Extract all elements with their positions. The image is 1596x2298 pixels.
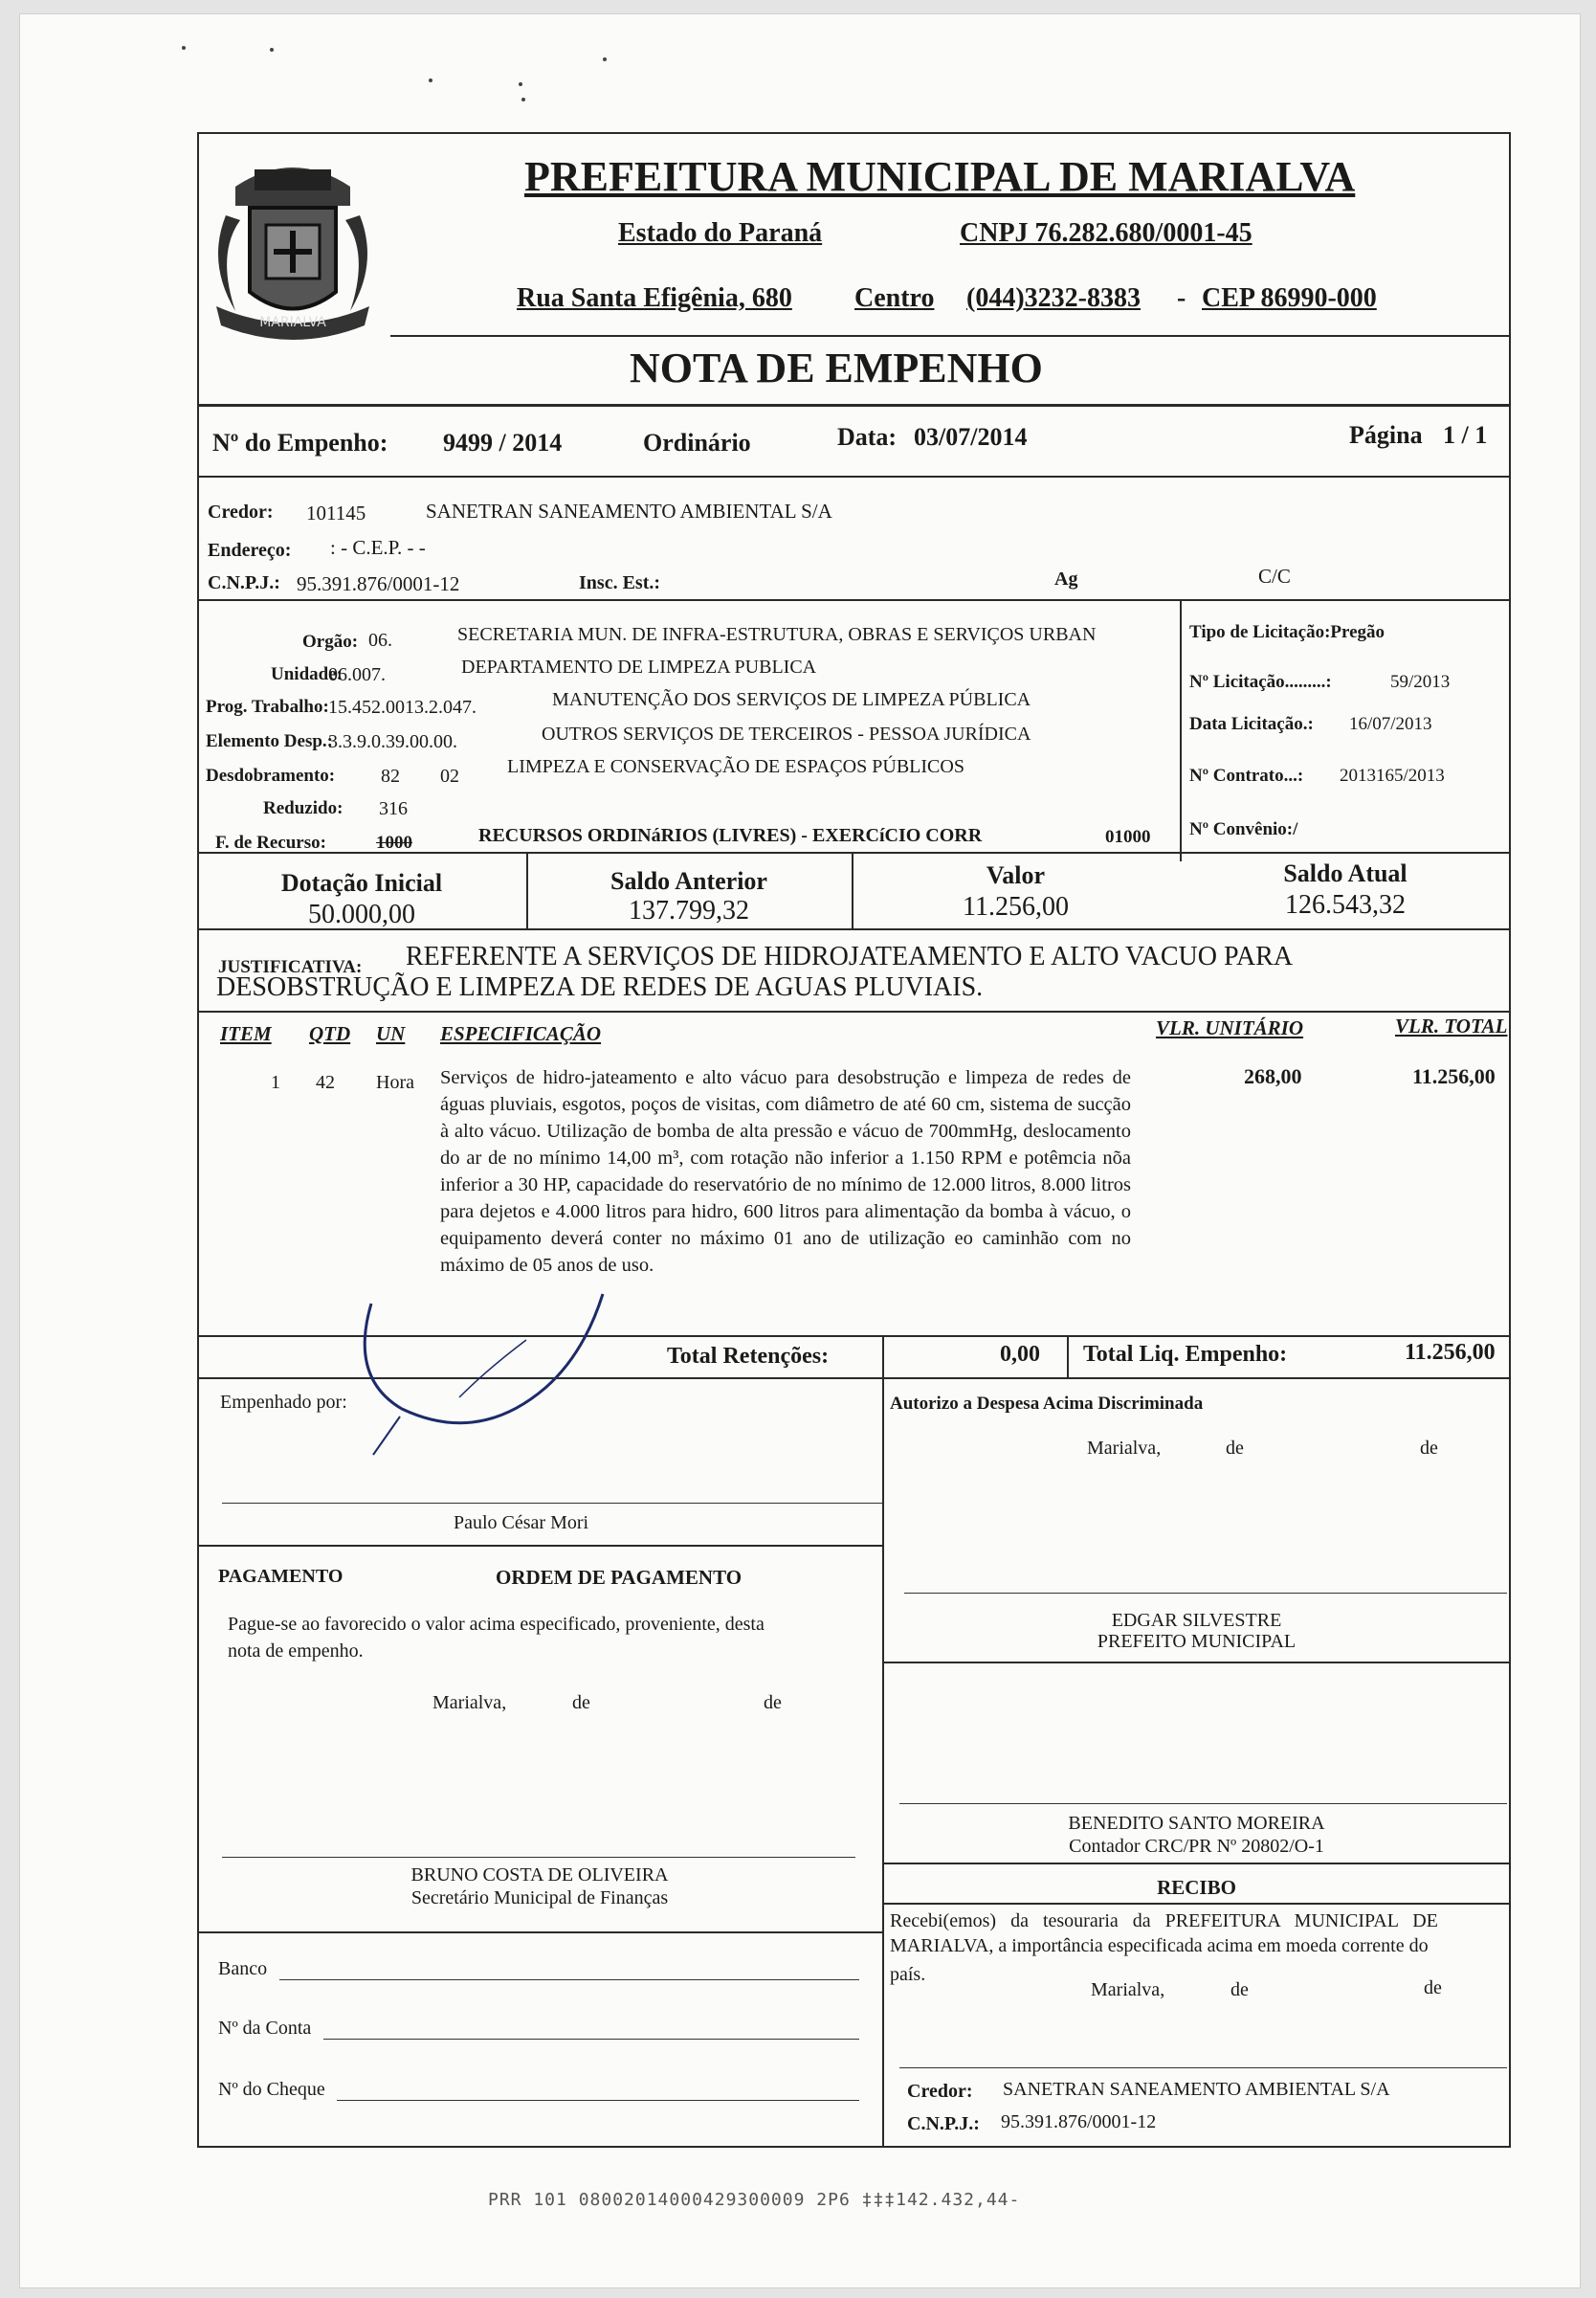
empenho-date: 03/07/2014 [914,423,1028,451]
scan-speck [519,82,522,86]
saldo-anterior-label: Saldo Anterior [610,867,767,895]
scan-speck [270,48,274,52]
de-5: de [1230,1979,1249,2000]
empenho-number-label: Nº do Empenho: [212,429,388,457]
numero-licitacao: 59/2013 [1390,672,1451,692]
document-title: NOTA DE EMPENHO [630,345,1043,391]
recurso-code: 1000 [376,833,412,853]
unidade-code: 06.007. [328,664,386,685]
recurso-name: RECURSOS ORDINáRIOS (LIVRES) - EXERCíCIO CORR [478,825,983,846]
col-qtd: QTD [309,1022,351,1045]
banco-line [279,1979,859,1980]
item-number: 1 [271,1072,280,1093]
recibo-title: RECIBO [1157,1876,1236,1899]
desdobramento-code1: 82 [381,766,400,787]
col-especificacao: ESPECIFICAÇÃO [440,1022,602,1045]
empenho-type: Ordinário [643,429,751,457]
credor-code: 101145 [306,502,366,524]
desdobramento-code2: 02 [440,766,459,787]
item-vlr-total: 11.256,00 [1412,1064,1496,1088]
pague-line-1: Pague-se ao favorecido o valor acima especificado, proveniente, desta [228,1614,765,1635]
contrato-label: Nº Contrato...: [1189,766,1304,786]
signature-line [904,1593,1507,1594]
divider [197,476,1511,478]
prog-trabalho-code: 15.452.0013.2.047. [328,697,477,718]
divider [197,852,1511,854]
page-title: PREFEITURA MUNICIPAL DE MARIALVA [524,153,1356,200]
divider [197,1931,882,1933]
cheque-line [337,2100,859,2101]
cheque-label: Nº do Cheque [218,2079,325,2100]
prog-trabalho-label: Prog. Trabalho: [206,697,329,717]
de-6: de [1424,1977,1442,1998]
city-district: Centro [854,283,935,313]
contador-role: Contador CRC/PR Nº 20802/O-1 [1069,1836,1324,1857]
orgao-name: SECRETARIA MUN. DE INFRA-ESTRUTURA, OBRAS E SERVIÇOS URBAN [457,624,1097,645]
separator-dash: - [1177,283,1186,313]
credor-label: Credor: [208,502,274,523]
dotacao-value: 50.000,00 [308,900,415,929]
ordem-pagamento-label: ORDEM DE PAGAMENTO [496,1566,743,1589]
endereco-label: Endereço: [208,540,292,561]
agencia-label: Ag [1054,569,1078,590]
scan-speck [182,46,186,50]
empenho-date-label: Data: [837,423,898,451]
item-especificacao: Serviços de hidro-jateamento e alto vácuo para desobstrução e limpeza de redes de águas pluviais, esgotos, poços de visitas, com diâmetro de até 60 cm, sistema de sucção à alto vácuo. Utilização de bomba de alta pressão e vácuo de 700mmHg, deslocamento do ar de no mínimo 14,00 m³, com rotação não inferior a 1.150 RPM e potêmcia nõa inferior a 30 HP, capacidade do reservatório de no mínimo de 12.000 litros, 8.000 litros para dejetos e 4.000 litros para hidro, 600 litros para alimentação da bomba à vácuo, o equipamento deverá conter no máximo 01 ano de utilização eo caminhão com no máximo de 05 anos de uso. [440,1067,1131,1276]
de-3: de [572,1692,590,1713]
item-un: Hora [376,1072,414,1093]
divider [390,335,1511,337]
data-licitacao-label: Data Licitação.: [1189,714,1314,734]
conta-line [323,2039,859,2040]
elemento-code: 3.3.9.0.39.00.00. [328,731,457,752]
prefeito-name: EDGAR SILVESTRE [1111,1610,1282,1631]
city-phone: (044)3232-8383 [966,283,1141,313]
divider [197,1011,1511,1013]
signature-line [222,1857,855,1858]
signature-line [899,1803,1507,1804]
endereco-value: : - C.E.P. - - [330,536,426,559]
divider [197,599,1511,601]
divider [1180,599,1182,861]
pague-line-2: nota de empenho. [228,1640,364,1662]
conta-corrente-label: C/C [1258,565,1291,588]
item-vlr-unitario: 268,00 [1244,1064,1302,1088]
divider [882,1903,1511,1905]
tipo-licitacao: Tipo de Licitação:Pregão [1189,622,1385,642]
convenio-label: Nº Convênio:/ [1189,819,1298,839]
numero-licitacao-label: Nº Licitação.........: [1189,672,1332,692]
insc-est-label: Insc. Est.: [579,572,661,593]
total-retencoes-value: 0,00 [1000,1342,1040,1367]
city-cep: CEP 86990-000 [1202,283,1377,313]
divider [882,1662,1511,1663]
reduzido-label: Reduzido: [263,798,344,818]
prog-trabalho-name: MANUTENÇÃO DOS SERVIÇOS DE LIMPEZA PÚBLICA [552,689,1031,710]
credor-name: SANETRAN SANEAMENTO AMBIENTAL S/A [426,500,832,523]
pagamento-label: PAGAMENTO [218,1566,344,1587]
secretario-role: Secretário Municipal de Finanças [410,1887,669,1908]
signature-line [899,2067,1507,2068]
de-2: de [1420,1438,1438,1459]
dotacao-label: Dotação Inicial [280,869,443,897]
elemento-name: OUTROS SERVIÇOS DE TERCEIROS - PESSOA JURÍDICA [542,724,1031,745]
divider [882,1335,884,1377]
conta-label: Nº da Conta [218,2018,312,2039]
orgao-code: 06. [368,630,392,651]
credor-cnpj-label: C.N.P.J.: [208,572,280,593]
col-item: ITEM [220,1022,272,1045]
valor-value: 11.256,00 [963,892,1069,922]
desdobramento-name: LIMPEZA E CONSERVAÇÃO DE ESPAÇOS PÚBLICOS [507,756,964,777]
page-number: 1 / 1 [1443,421,1488,449]
divider [882,1863,1511,1864]
unidade-name: DEPARTAMENTO DE LIMPEZA PUBLICA [461,657,817,678]
coat-of-arms-icon [197,148,388,349]
item-qtd: 42 [316,1072,335,1093]
state-name: Estado do Paraná [618,218,823,248]
col-vlr-total: VLR. TOTAL [1395,1015,1508,1037]
recibo-line-1: Recebi(emos) da tesouraria da PREFEITURA MUNICIPAL DE [890,1910,1438,1931]
city-address: Rua Santa Efigênia, 680 [517,283,792,313]
contador-name: BENEDITO SANTO MOREIRA [1068,1813,1325,1834]
marialva-date-1: Marialva, [1087,1438,1162,1459]
autorizo-label: Autorizo a Despesa Acima Discriminada [890,1394,1204,1414]
marialva-date-2: Marialva, [432,1692,507,1713]
total-liquido-value: 11.256,00 [1405,1340,1496,1365]
saldo-atual-value: 126.543,32 [1285,890,1406,920]
machine-code: PRR 101 08002014000429300009 2P6 ‡‡‡142.432,44- [488,2190,1021,2210]
page-label: Página [1349,421,1423,449]
empenho-number: 9499 / 2014 [443,429,563,457]
city-cnpj: CNPJ 76.282.680/0001-45 [960,218,1252,248]
prefeito-role: PREFEITO MUNICIPAL [1097,1631,1297,1652]
scan-speck [603,57,607,61]
credor-bottom-label: Credor: [907,2081,973,2102]
credor-bottom-name: SANETRAN SANEAMENTO AMBIENTAL S/A [1003,2079,1390,2100]
scan-speck [429,78,432,82]
empenhado-por-label: Empenhado por: [220,1392,347,1413]
divider [197,928,1511,930]
divider [197,404,1511,407]
justificativa-label: JUSTIFICATIVA: [218,957,363,977]
secretario-name: BRUNO COSTA DE OLIVEIRA [410,1864,669,1885]
svg-text:MARIALVA: MARIALVA [259,315,326,330]
col-vlr-unitario: VLR. UNITÁRIO [1156,1016,1304,1039]
desdobramento-label: Desdobramento: [206,766,336,786]
total-retencoes-label: Total Retenções: [667,1344,830,1369]
signature-line [222,1503,882,1504]
de-4: de [764,1692,782,1713]
data-licitacao: 16/07/2013 [1349,714,1432,734]
valor-label: Valor [986,861,1046,889]
elemento-label: Elemento Desp.: [206,731,333,751]
justificativa-line2: DESOBSTRUÇÃO E LIMPEZA DE REDES DE AGUAS PLUVIAIS. [216,972,984,1002]
unidade-label: Unidade: [271,664,343,684]
recurso-number: 01000 [1105,827,1151,847]
de-1: de [1226,1438,1244,1459]
saldo-atual-label: Saldo Atual [1283,859,1408,887]
saldo-anterior-value: 137.799,32 [629,896,749,926]
recibo-line-3: país. [890,1964,926,1985]
justificativa-line1: REFERENTE A SERVIÇOS DE HIDROJATEAMENTO E ALTO VACUO PARA [406,942,1294,971]
total-liquido-label: Total Liq. Empenho: [1083,1342,1288,1367]
divider [882,1377,884,2148]
col-un: UN [376,1022,406,1045]
marialva-date-3: Marialva, [1091,1979,1165,2000]
scan-speck [521,98,525,101]
divider [1067,1335,1069,1377]
reduzido-value: 316 [379,798,408,819]
contrato-value: 2013165/2013 [1340,766,1445,786]
divider [197,1545,882,1547]
orgao-label: Orgão: [302,632,359,652]
credor-bottom-cnpj-label: C.N.P.J.: [907,2113,980,2134]
recibo-line-2: MARIALVA, a importância especificada acima em moeda corrente do [890,1935,1429,1956]
banco-label: Banco [218,1958,268,1979]
credor-cnpj: 95.391.876/0001-12 [297,572,460,595]
handwritten-signature-icon [344,1273,632,1464]
credor-bottom-cnpj: 95.391.876/0001-12 [1001,2111,1157,2132]
recurso-label: F. de Recurso: [215,833,326,853]
paulo-name: Paulo César Mori [454,1512,589,1533]
